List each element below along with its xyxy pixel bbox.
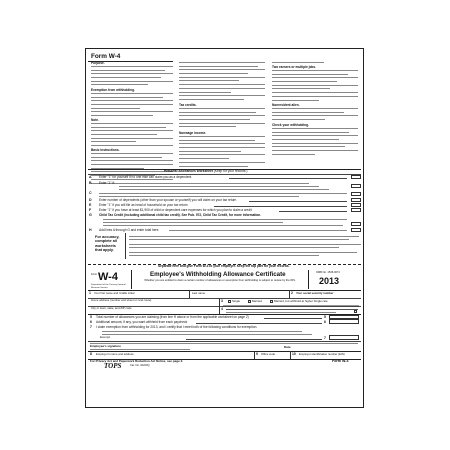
single-checkbox[interactable] xyxy=(228,300,231,303)
footer-privacy: For Privacy Act and Paperwork Reduction Act Notice, see page 2. xyxy=(90,359,184,363)
worksheet-input-h[interactable] xyxy=(351,228,361,232)
form-title: Form W-4 xyxy=(91,53,121,60)
note-heading: Note. xyxy=(91,118,99,122)
field-city-label: City or town, state, and ZIP code xyxy=(91,306,132,310)
date-label: Date xyxy=(284,345,291,349)
cert-form-label: W-4 xyxy=(98,271,118,283)
worksheet-input-e[interactable] xyxy=(351,203,361,207)
cert-form-prefix: Form xyxy=(91,273,98,276)
purpose-heading: Purpose. xyxy=(91,61,105,65)
worksheet-input-d[interactable] xyxy=(351,198,361,202)
cert-subtitle: Whether you are entitled to claim a certain number of allowances or exemption from withholding is subject to review by the IRS. xyxy=(144,279,296,282)
worksheet-input-a[interactable] xyxy=(351,175,361,179)
field-last-name-label: Last name xyxy=(192,290,206,295)
footer-form: Form W-4 xyxy=(332,359,349,363)
worksheet-input-f[interactable] xyxy=(351,208,361,212)
married-higher-checkbox[interactable] xyxy=(270,300,273,303)
worksheet-title: Personal Allowances Worksheet (Keep for your records.) xyxy=(164,169,248,173)
signature-label: Employee's signature xyxy=(90,344,121,348)
nonwage-heading: Nonwage income. xyxy=(179,131,207,135)
cert-year: 2013 xyxy=(319,276,340,286)
check-withholding-heading: Check your withholding. xyxy=(272,123,310,127)
worksheet-input-b[interactable] xyxy=(351,184,361,188)
cert-title: Employee's Withholding Allowance Certificate xyxy=(150,271,286,278)
w4-form-page: Form W-4 Purpose. Exemption from withholding. Note. Basic instructions. Tax credits. Nonwage income. Two earners or multiple jobs. Nonresident alien. Check your withholding. Personal Allowances Worksheet (Keep for your records.) A Enter "1" for yourself if no one else can claim you as a dependent B Enter "1" if: C D Enter number of dependents (other than your spouse or yourself) you will claim on your tax return E Enter "1" if you will file as head of household on your tax return F Enter "1" if you have at least $1,900 of child or dependent care expenses for which you plan to claim a credit G Child Tax Credit (including additional child tax credit). See Pub. 972, Child Tax Credit, for more information. H Add lines A through G and enter total here. For accuracy, complete all worksheets that apply. Separate here and give Form W-4 to your employer. Keep the top part for your records. Form W-4 Department of the Treasury Internal Revenue Service Employee's Withholding Allowance Certificate Whether you are entitled to claim a certain number of allowances or exemption from withholding is subject to review by the IRS. OMB No. 1545-0074 2013 1 Your first name and middle initial Last name 2 Your social security number Home address (number and street or rural route) 3 Single Married Married, but withhold at higher Single rate. City or town, state, and ZIP code 4 5 Total number of allowances you are claiming (from line H above or from the applicable worksheet on page 2) 5 6 Additional amount, if any, you want withheld from each paycheck 6 7 I claim exemption from withholding for 2013, and I certify that I meet both of the following conditions for exemption. Exempt 7 Employee's signature Date 8 Employer's name and address 9 Office code 10 Employer identification number (EIN) For Privacy Act and Paperwork Reduction Act Notice, see page 2. Cat. No. 10220Q Form W-4 TOPS xyxy=(85,48,364,408)
cert-omb: OMB No. 1545-0074 xyxy=(316,271,340,274)
exempt-input[interactable] xyxy=(329,335,359,340)
worksheet-sidebar-note: For accuracy, complete all worksheets that apply. xyxy=(95,235,120,253)
worksheet-input-c[interactable] xyxy=(351,192,361,196)
cut-line-text: Separate here and give Form W-4 to your employer. Keep the top part for your records. xyxy=(158,264,290,268)
worksheet-input-g[interactable] xyxy=(351,222,361,226)
footer-cat-no: Cat. No. 10220Q xyxy=(130,364,150,367)
worksheet-rows: A Enter "1" for yourself if no one else can claim you as a dependent B Enter "1" if: C D Enter number of dependents (other than your spouse or yourself) you will claim on your tax return E Enter "1" if you will file as head of household on your tax return F Enter "1" if you have at least $1,900 of child or dependent care expenses for which you plan to claim a credit G Child Tax Credit (including additional child tax credit). See Pub. 972, Child Tax Credit, for more information. H Add lines A through G and enter total here. For accuracy, complete all worksheets that apply. xyxy=(89,175,361,263)
name-differs-checkbox[interactable] xyxy=(354,310,357,313)
signature-input[interactable] xyxy=(126,345,276,350)
field-ssn-label: Your social security number xyxy=(296,290,334,295)
additional-amount-input[interactable] xyxy=(329,319,359,324)
nonresident-heading: Nonresident alien. xyxy=(272,103,300,107)
field-first-name-label: Your first name and middle initial xyxy=(94,290,135,295)
married-checkbox[interactable] xyxy=(248,300,251,303)
exemption-heading: Exemption from withholding. xyxy=(91,88,135,92)
tops-logo: TOPS xyxy=(104,362,122,370)
tax-credits-heading: Tax credits. xyxy=(179,103,197,107)
cert-dept: Department of the Treasury Internal Revenue Service xyxy=(91,284,126,289)
basic-instructions-heading: Basic instructions. xyxy=(91,148,120,152)
field-address-label: Home address (number and street or rural route) xyxy=(91,298,152,302)
two-earners-heading: Two earners or multiple jobs. xyxy=(272,65,317,69)
